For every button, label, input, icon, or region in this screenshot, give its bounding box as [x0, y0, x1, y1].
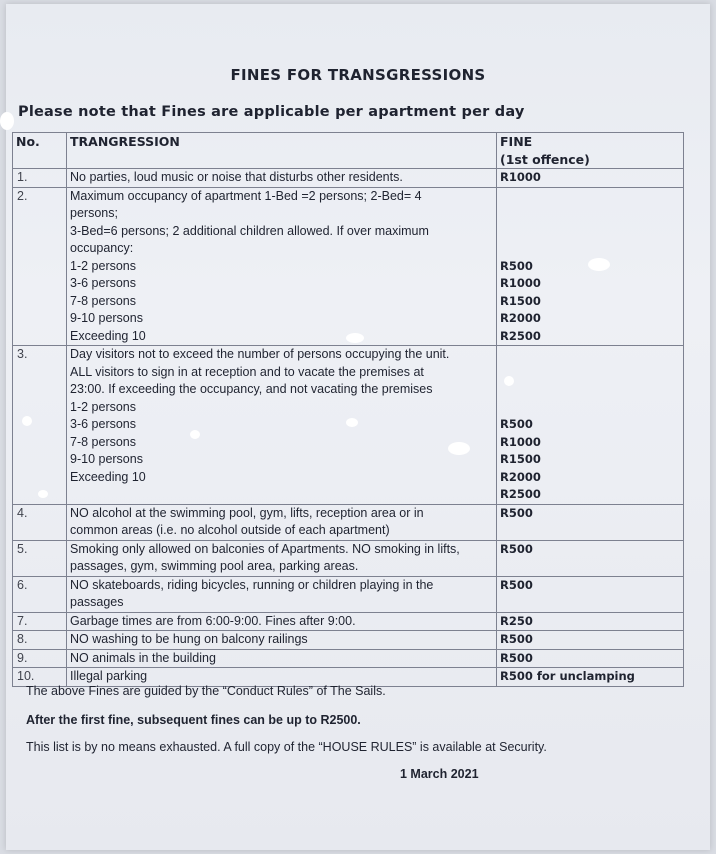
fine-amount	[500, 188, 680, 206]
transgression-line: persons;	[70, 206, 118, 220]
transgression-line: Smoking only allowed on balconies of Apartments. NO smoking in lifts,	[70, 541, 460, 556]
fine-amount	[500, 381, 680, 399]
row-number: 9.	[13, 649, 67, 668]
transgression-line: 3-6 persons	[70, 276, 137, 290]
fine-amount: R500	[500, 650, 533, 665]
transgression-line: 3-Bed=6 persons; 2 additional children allowed. If over maximum	[70, 223, 429, 238]
transgression-line: NO washing to be hung on balcony railings	[70, 632, 308, 646]
table-row	[13, 504, 684, 540]
transgression-line: Maximum occupancy of apartment 1-Bed =2 persons; 2-Bed= 4	[70, 188, 422, 203]
transgression-line: 9-10 persons	[70, 452, 143, 466]
transgression-line: Exceeding 10	[70, 328, 146, 343]
table-row	[13, 612, 684, 631]
fine-amount: R1500	[500, 293, 541, 308]
table-row	[13, 631, 684, 650]
transgression-line: 23:00. If exceeding the occupancy, and not vacating the premises	[70, 382, 433, 396]
row-fine	[497, 649, 684, 668]
row-transgression	[67, 540, 497, 576]
row-transgression	[67, 504, 497, 540]
transgression-line: ALL visitors to sign in at reception and to vacate the premises at	[70, 364, 424, 379]
fine-amount: R500	[500, 258, 533, 273]
transgression-line: passages	[70, 595, 124, 609]
glare-spot	[190, 430, 200, 439]
transgression-line: occupancy:	[70, 241, 134, 255]
table-row	[13, 649, 684, 668]
row-transgression	[67, 187, 497, 346]
row-transgression	[67, 169, 497, 188]
fine-amount: R1500	[500, 452, 541, 466]
row-fine	[497, 631, 684, 650]
fine-amount: R1000	[500, 276, 541, 290]
footer-not-exhausted: This list is by no means exhausted. A full copy of the “HOUSE RULES” is available at Security.	[26, 740, 547, 754]
row-number: 2.	[13, 187, 67, 346]
row-fine	[497, 504, 684, 540]
row-number: 8.	[13, 631, 67, 650]
fine-amount: R2500	[500, 487, 541, 501]
row-fine	[497, 576, 684, 612]
footer-after-first: After the first fine, subsequent fines can be up to R2500.	[26, 713, 361, 727]
fine-amount	[500, 240, 680, 258]
transgression-line: 1-2 persons	[70, 258, 137, 273]
transgression-line: 9-10 persons	[70, 311, 143, 325]
table-header-row	[13, 133, 684, 169]
glare-spot	[38, 490, 48, 498]
fine-amount: R2000	[500, 469, 541, 484]
header-transgression: TRANGRESSION	[67, 133, 497, 169]
fine-amount: R500 for unclamping	[500, 669, 635, 683]
row-transgression	[67, 631, 497, 650]
transgression-line: 3-6 persons	[70, 417, 137, 431]
row-fine	[497, 540, 684, 576]
transgression-line: Garbage times are from 6:00-9:00. Fines after 9:00.	[70, 613, 356, 628]
fine-amount: R2500	[500, 328, 541, 343]
row-fine	[497, 668, 684, 687]
fine-amount: R500	[500, 541, 533, 556]
row-transgression	[67, 576, 497, 612]
transgression-line: 1-2 persons	[70, 399, 137, 414]
header-fine-sub: (1st offence)	[500, 151, 590, 167]
row-number: 5.	[13, 540, 67, 576]
row-number: 4.	[13, 504, 67, 540]
notice-title: FINES FOR TRANSGRESSIONS	[230, 66, 486, 84]
header-fine-label: FINE	[500, 134, 533, 149]
footer-guided: The above Fines are guided by the “Conduct Rules” of The Sails.	[26, 684, 386, 698]
row-transgression	[67, 649, 497, 668]
table-row	[13, 540, 684, 576]
glare-spot	[448, 442, 470, 455]
fine-amount	[500, 205, 680, 223]
transgression-line: No parties, loud music or noise that disturbs other residents.	[70, 170, 403, 184]
table-row	[13, 187, 684, 346]
transgression-line: 7-8 persons	[70, 434, 137, 449]
fine-amount: R500	[500, 417, 533, 431]
glare-spot	[346, 418, 358, 427]
transgression-line: NO animals in the building	[70, 650, 216, 665]
fine-amount: R500	[500, 505, 533, 520]
row-number: 7.	[13, 612, 67, 631]
header-fine	[497, 133, 684, 169]
notice-subtitle: Please note that Fines are applicable per apartment per day	[18, 104, 525, 120]
row-transgression	[67, 346, 497, 505]
fine-amount	[500, 346, 680, 364]
transgression-line: common areas (i.e. no alcohol outside of each apartment)	[70, 523, 390, 537]
row-number: 3.	[13, 346, 67, 505]
glare-spot	[588, 258, 610, 271]
transgression-line: NO alcohol at the swimming pool, gym, lifts, reception area or in	[70, 505, 424, 520]
glare-spot	[346, 333, 364, 343]
fine-amount: R250	[500, 613, 533, 628]
row-number: 10.	[13, 668, 67, 687]
fine-amount	[500, 399, 680, 417]
transgression-line: NO skateboards, riding bicycles, running or children playing in the	[70, 577, 434, 592]
transgression-line: passages, gym, swimming pool area, parking areas.	[70, 559, 359, 573]
fine-amount: R1000	[500, 434, 541, 449]
fine-amount	[500, 223, 680, 241]
table-row	[13, 576, 684, 612]
fine-amount: R500	[500, 632, 533, 646]
fine-amount: R1000	[500, 170, 541, 184]
row-transgression	[67, 612, 497, 631]
glare-spot	[0, 112, 14, 130]
glare-spot	[22, 416, 32, 426]
transgression-line: Day visitors not to exceed the number of persons occupying the unit.	[70, 347, 450, 361]
row-number: 6.	[13, 576, 67, 612]
glare-spot	[504, 376, 514, 386]
fine-amount: R2000	[500, 311, 541, 325]
header-no: No.	[13, 133, 67, 169]
fines-table	[12, 132, 684, 687]
row-fine	[497, 612, 684, 631]
fine-amount: R500	[500, 577, 533, 592]
row-fine	[497, 346, 684, 505]
fine-amount	[500, 364, 680, 382]
table-row	[13, 169, 684, 188]
row-number: 1.	[13, 169, 67, 188]
transgression-line: 7-8 persons	[70, 293, 137, 308]
transgression-line: Exceeding 10	[70, 469, 146, 484]
notice-date: 1 March 2021	[400, 767, 479, 781]
transgression-line: Illegal parking	[70, 669, 148, 683]
row-fine	[497, 169, 684, 188]
